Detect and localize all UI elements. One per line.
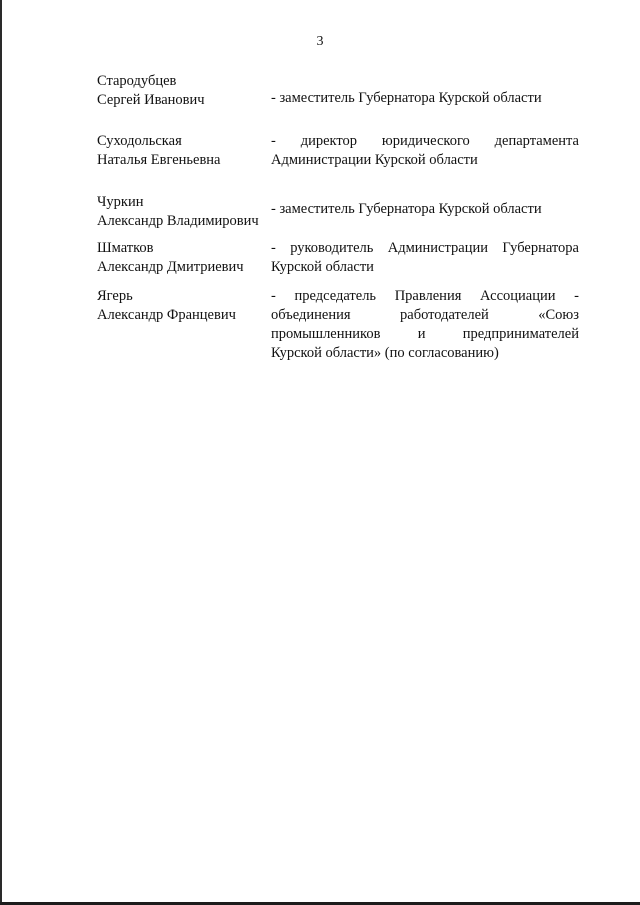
position-line: - директор юридического департамента [271, 133, 579, 149]
list-item-churkin [97, 193, 579, 233]
person-surname: Стародубцев [97, 73, 177, 89]
person-name [97, 193, 269, 231]
page-number: 3 [316, 34, 324, 49]
position-line: объединения работодателей «Союз [271, 307, 579, 323]
position-line: Администрации Курской области [271, 152, 478, 168]
person-position [271, 89, 579, 108]
person-given-names: Наталья Евгеньевна [97, 152, 221, 168]
person-position [271, 132, 579, 170]
person-given-names: Сергей Иванович [97, 92, 205, 108]
position-line: - председатель Правления Ассоциации - [271, 288, 579, 304]
person-surname: Шматков [97, 240, 154, 256]
person-given-names: Александр Владимирович [97, 213, 259, 229]
position-line: - заместитель Губернатора Курской области [271, 90, 542, 106]
person-name [97, 239, 269, 277]
person-name [97, 72, 269, 110]
list-item-shmatkov [97, 239, 579, 279]
scan-left-edge [0, 0, 2, 905]
person-position [271, 287, 579, 363]
position-line: - руководитель Администрации Губернатора [271, 240, 579, 256]
person-given-names: Александр Францевич [97, 307, 236, 323]
list-item-yager [97, 287, 579, 367]
list-item-starodubtsev [97, 72, 579, 112]
position-line: - заместитель Губернатора Курской области [271, 201, 542, 217]
person-name [97, 132, 269, 170]
person-position [271, 239, 579, 277]
person-name [97, 287, 269, 325]
position-line: Курской области» (по согласованию) [271, 345, 499, 361]
person-surname: Суходольская [97, 133, 182, 149]
person-given-names: Александр Дмитриевич [97, 259, 244, 275]
person-position [271, 200, 579, 219]
person-surname: Ягерь [97, 288, 133, 304]
position-line: промышленников и предпринимателей [271, 326, 579, 342]
person-surname: Чуркин [97, 194, 144, 210]
list-item-sukhodolskaya [97, 132, 579, 172]
position-line: Курской области [271, 259, 374, 275]
